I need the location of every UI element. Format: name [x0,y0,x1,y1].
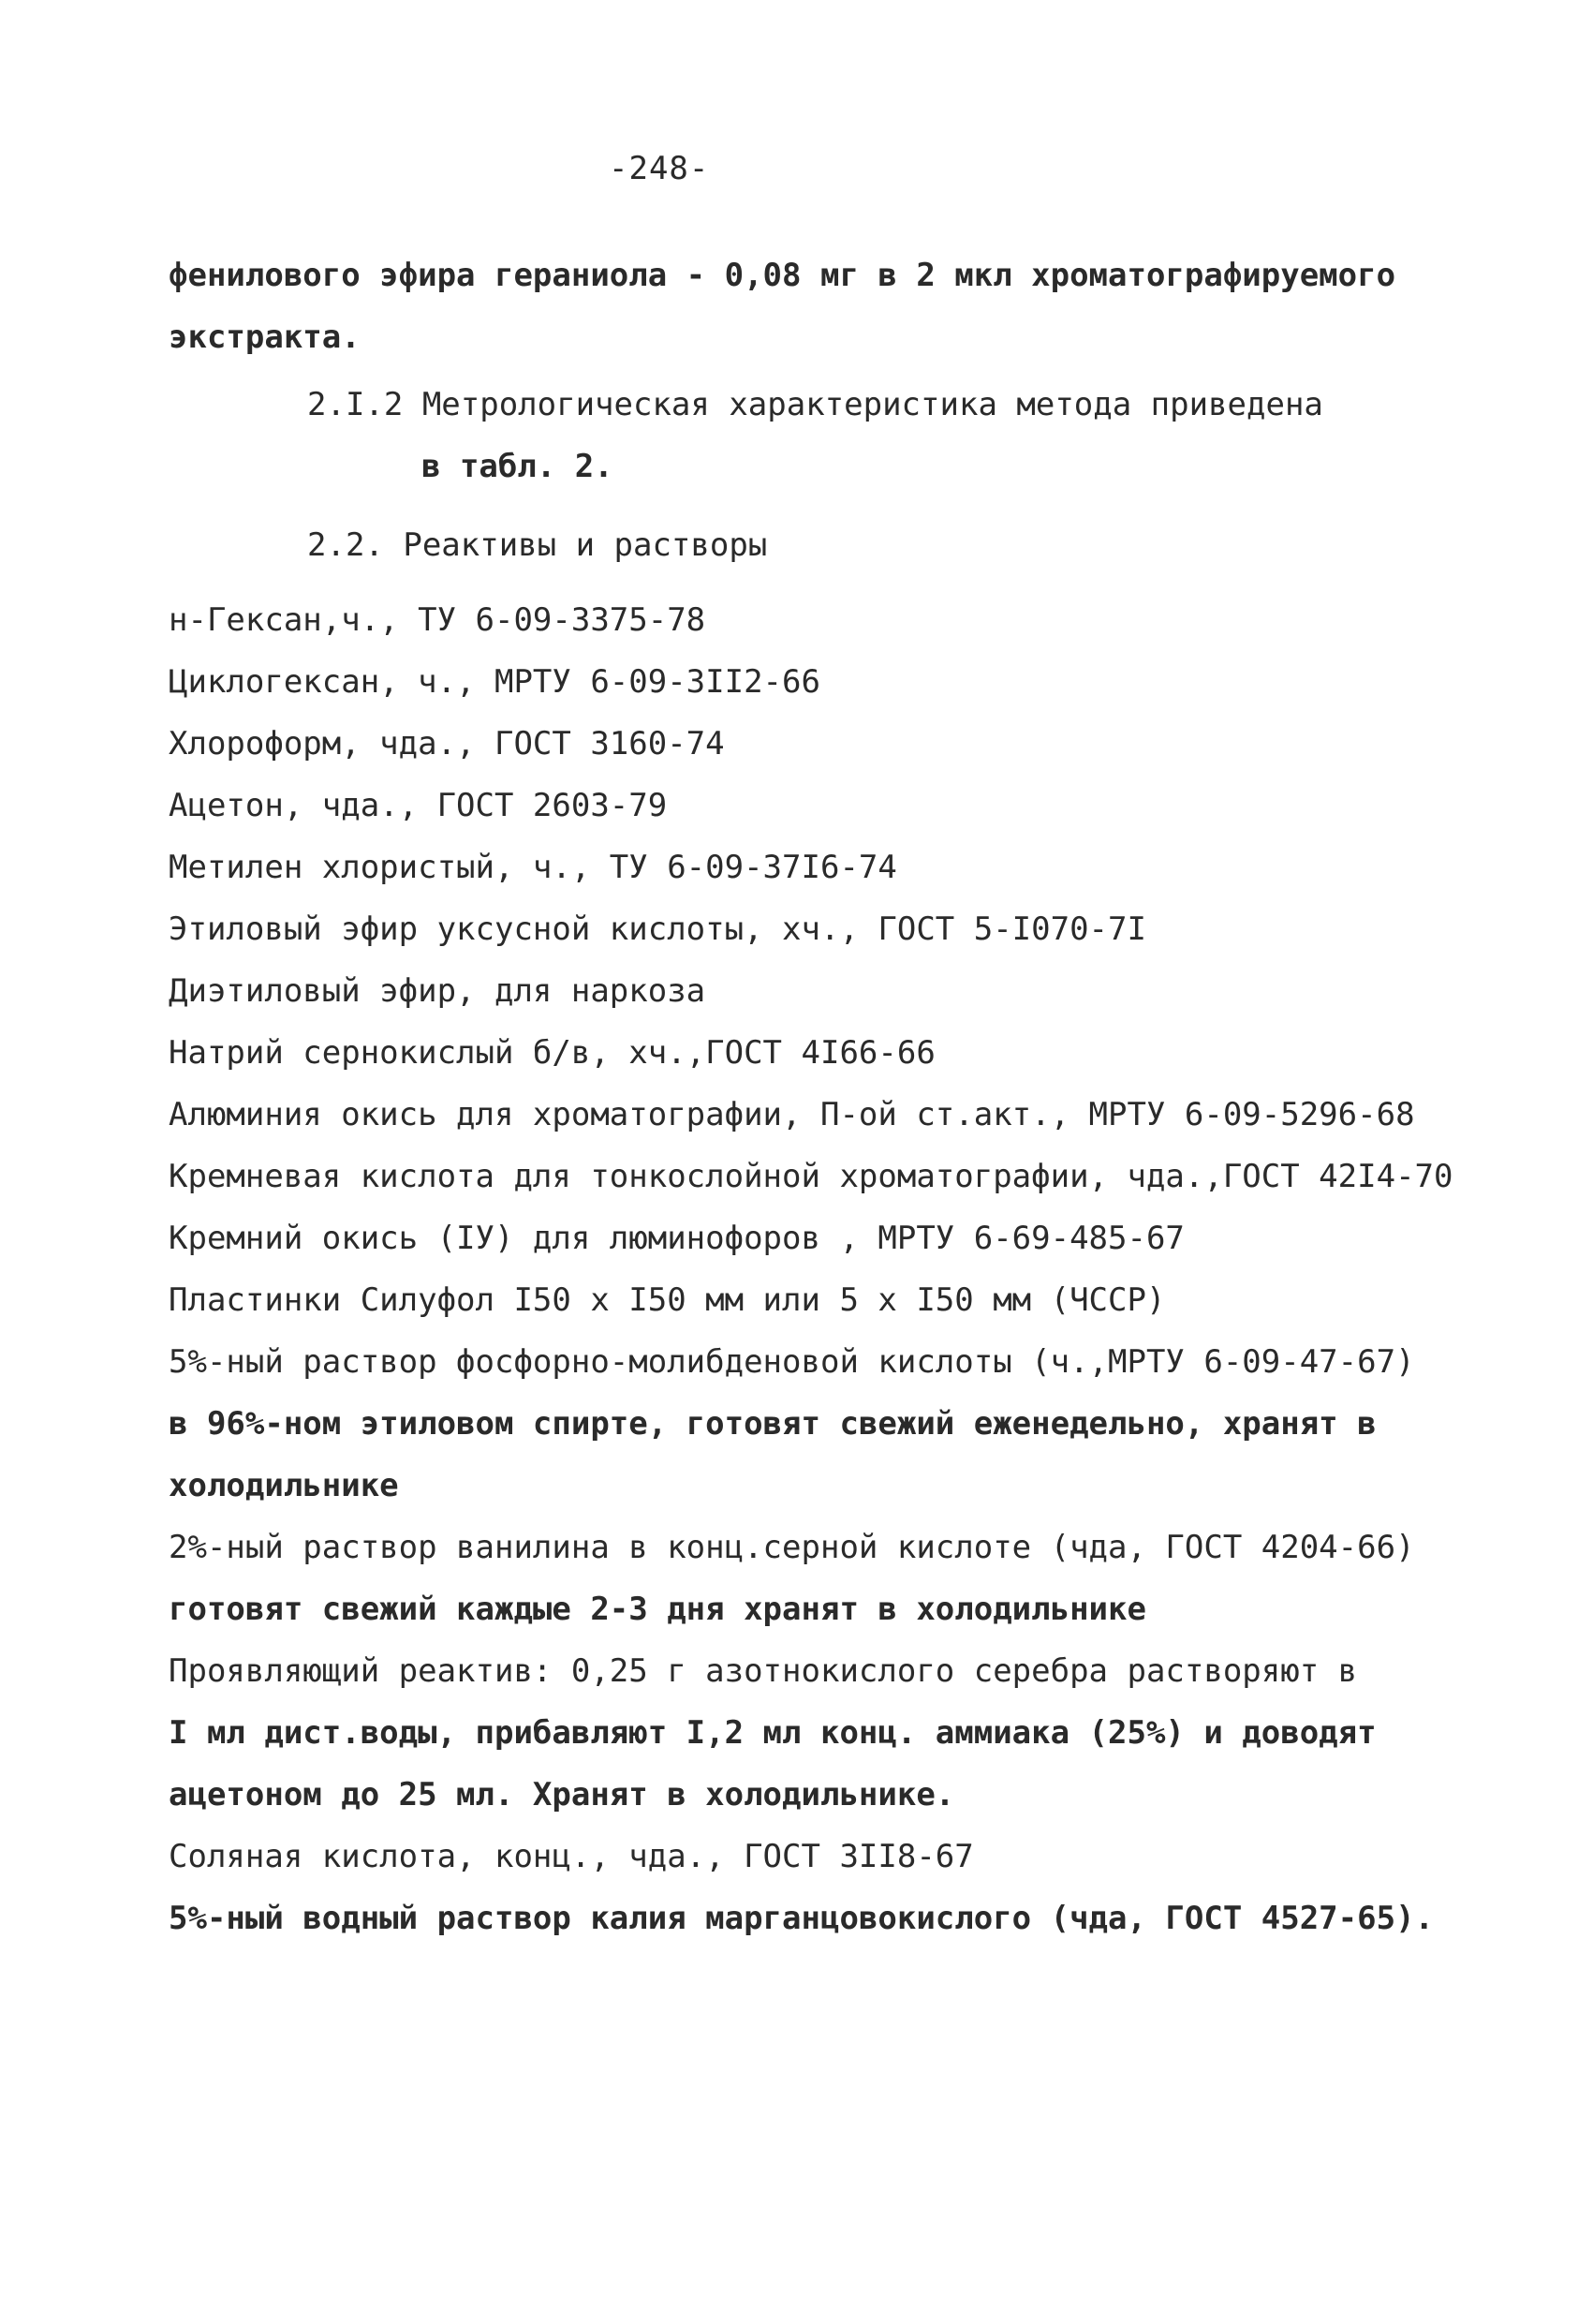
intro-line-1: фенилового эфира гераниола - 0,08 мг в 2 мкл хроматографируемого [169,257,1396,294]
section-2-1-2-line-1: 2.I.2 Метрологическая характеристика метода приведена [307,386,1323,423]
reagent-line: 5%-ный раствор фосфорно-молибденовой кислоты (ч.,МРТУ 6-09-47-67) [169,1343,1415,1381]
reagent-line: Циклогексан, ч., МРТУ 6-09-3II2-66 [169,663,820,701]
reagent-line: Метилен хлористый, ч., ТУ 6-09-37I6-74 [169,849,897,886]
reagent-line: холодильнике [169,1467,399,1504]
reagent-line: Этиловый эфир уксусной кислоты, хч., ГОСТ 5-I070-7I [169,910,1146,948]
reagent-line: Проявляющий реактив: 0,25 г азотнокислого серебра растворяют в [169,1652,1358,1690]
section-2-1-2-line-2: в табл. 2. [421,448,613,485]
reagent-line: Диэтиловый эфир, для наркоза [169,972,706,1010]
reagent-line: Хлороформ, чда., ГОСТ 3160-74 [169,725,725,762]
section-heading-reagents: 2.2. Реактивы и растворы [307,526,768,564]
reagent-line: 5%-ный водный раствор калия марганцовокислого (чда, ГОСТ 4527-65). [169,1900,1435,1937]
reagent-line: в 96%-ном этиловом спирте, готовят свежий еженедельно, хранят в [169,1405,1377,1443]
reagent-line: Кремневая кислота для тонкослойной хроматографии, чда.,ГОСТ 42I4-70 [169,1158,1453,1195]
reagent-line: 2%-ный раствор ванилина в конц.серной кислоте (чда, ГОСТ 4204-66) [169,1529,1415,1566]
reagent-line: готовят свежий каждые 2-3 дня хранят в холодильнике [169,1591,1146,1628]
reagent-line: ацетоном до 25 мл. Хранят в холодильнике. [169,1776,955,1813]
reagent-line: н-Гексан,ч., ТУ 6-09-3375-78 [169,601,706,639]
page-number: -248- [609,150,710,187]
reagent-line: Пластинки Силуфол I50 х I50 мм или 5 х I50 мм (ЧССР) [169,1281,1166,1319]
reagent-line: Натрий сернокислый б/в, хч.,ГОСТ 4I66-66 [169,1034,936,1072]
intro-line-2: экстракта. [169,318,361,356]
reagent-line: Ацетон, чда., ГОСТ 2603-79 [169,787,668,824]
reagent-line: Кремний окись (IУ) для люминофоров , МРТУ 6-69-485-67 [169,1220,1185,1257]
reagent-line: Соляная кислота, конц., чда., ГОСТ 3II8-67 [169,1838,974,1875]
reagent-line: Алюминия окись для хроматографии, П-ой ст.акт., МРТУ 6-09-5296-68 [169,1096,1415,1133]
reagent-line: I мл дист.воды, прибавляют I,2 мл конц. аммиака (25%) и доводят [169,1714,1377,1752]
